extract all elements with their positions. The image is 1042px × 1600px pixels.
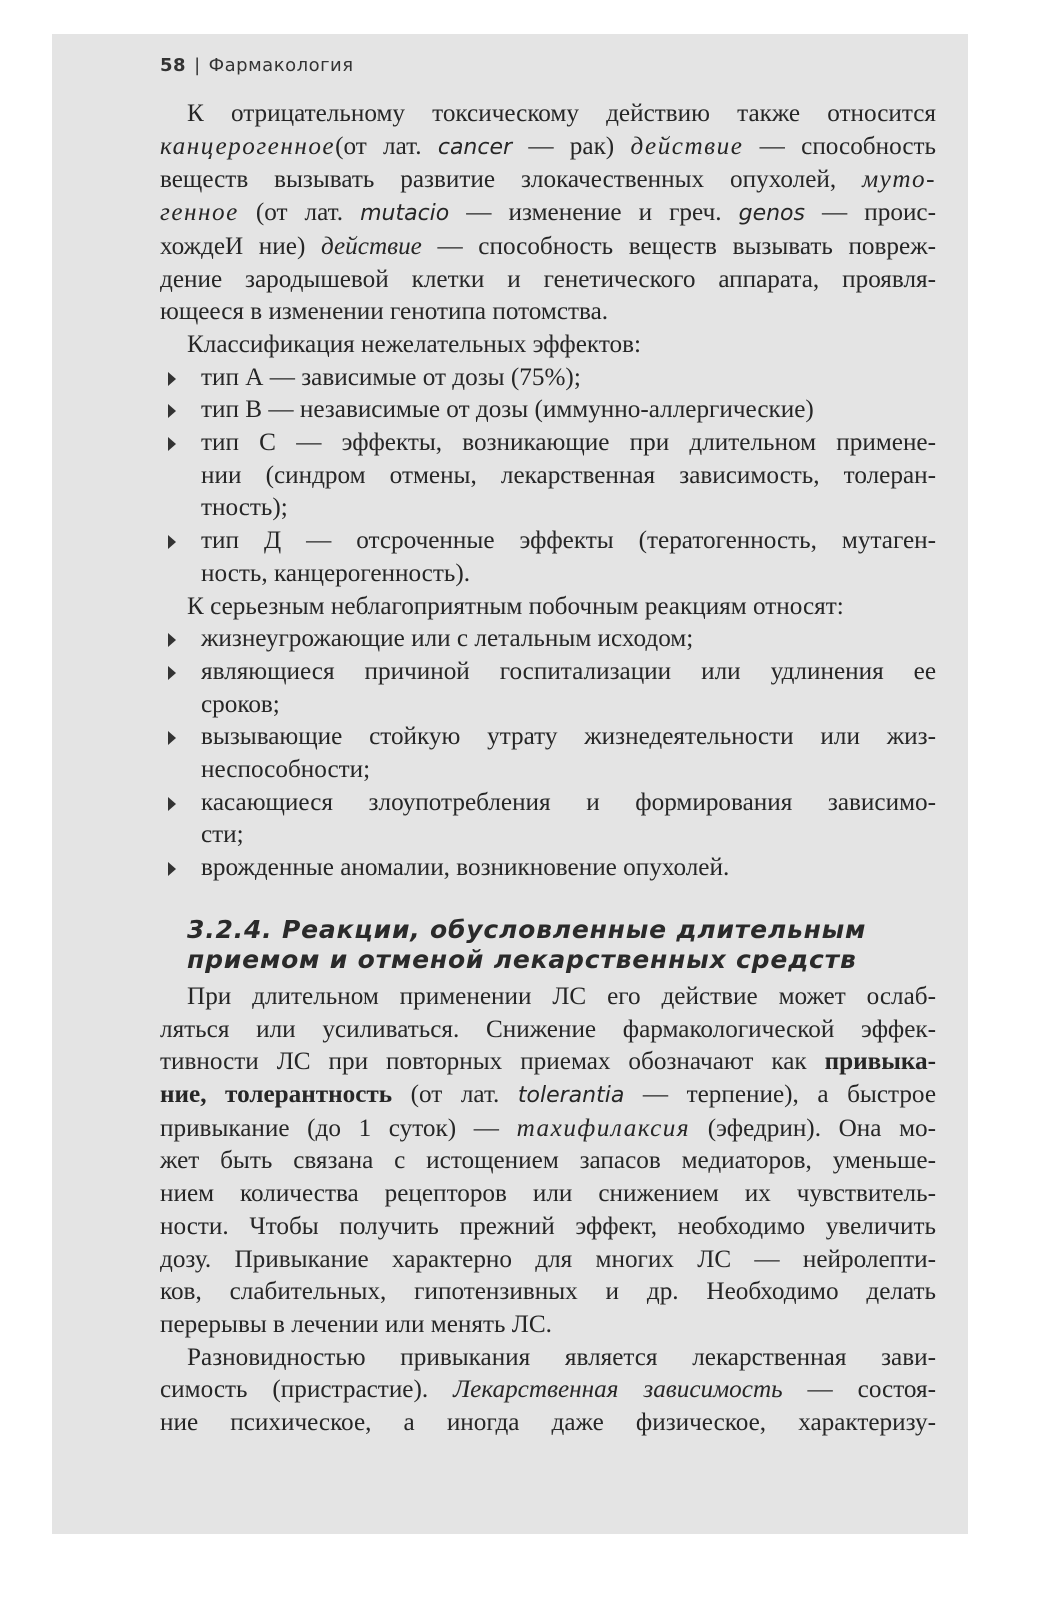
page-number: 58 — [160, 55, 187, 76]
classification-intro — [160, 329, 936, 362]
text-line — [160, 1113, 936, 1146]
header-separator: | — [194, 55, 201, 76]
italic-term: действие — [320, 232, 422, 260]
text-line: перерывы в лечении или менять ЛС. — [160, 1310, 552, 1338]
text-line: тип В — независимые от дозы (иммунно-аллергические) — [201, 396, 814, 424]
latin-term: cancer — [437, 134, 513, 160]
text-run: (от лат. — [392, 1080, 518, 1108]
serious-reactions-list — [160, 623, 936, 885]
text-line: дение зародышевой клетки и генетического аппарата, проявля- — [160, 265, 936, 293]
greek-term: genos — [738, 201, 805, 227]
text-line: являющиеся причиной госпитализации или удлинения ее — [201, 657, 936, 685]
text-run: (от лат. — [238, 199, 361, 227]
list-item — [160, 623, 936, 656]
list-item — [160, 394, 936, 427]
serious-intro — [160, 591, 936, 624]
page-body — [160, 98, 936, 1440]
text-line — [160, 197, 936, 231]
text-line — [160, 231, 936, 264]
text-line: ляться или усиливаться. Снижение фармакологической эффек- — [160, 1015, 936, 1043]
text-run: — изменение и греч. — [449, 199, 739, 227]
text-line: сроков; — [201, 690, 280, 718]
text-run: — терпение), а быстрое — [624, 1080, 936, 1108]
text-run: — проис- — [804, 199, 936, 227]
list-item — [160, 427, 936, 525]
text-line: К серьезным неблагоприятным побочным реакциям относят: — [187, 592, 844, 620]
list-item — [160, 852, 936, 885]
paragraph-carcinogenic — [160, 98, 936, 329]
classification-list — [160, 362, 936, 591]
text-line: врожденные аномалии, возникновение опухолей. — [201, 854, 730, 882]
text-line: жет быть связана с истощением запасов медиаторов, уменьше- — [160, 1147, 936, 1175]
text-line: Разновидностью привыкания является лекарственная зави- — [187, 1343, 936, 1371]
bullet-arrow-icon — [168, 862, 176, 876]
text-line: жизнеугрожающие или с летальным исходом; — [201, 625, 694, 653]
text-line — [160, 131, 936, 165]
text-run: привыкание (до 1 суток) — — [160, 1114, 517, 1142]
text-line: неспособности; — [201, 756, 371, 784]
text-line: нием количества рецепторов или снижением их чувствитель- — [160, 1180, 936, 1208]
bullet-arrow-icon — [168, 666, 176, 680]
bullet-arrow-icon — [168, 535, 176, 549]
text-line: сти; — [201, 821, 244, 849]
latin-term: mutacio — [360, 201, 450, 227]
text-line: К отрицательному токсическому действию также относится — [187, 100, 936, 127]
text-line — [160, 164, 936, 197]
text-line: тип А — зависимые от дозы (75%); — [201, 363, 581, 391]
text-line: ность, канцерогенность). — [201, 559, 471, 587]
text-line: тип С — эффекты, возникающие при длительном применe- — [201, 429, 936, 457]
text-line: При длительном применении ЛС его действие может ослаб- — [187, 982, 936, 1010]
text-line: тип Д — отсроченные эффекты (тератогенность, мутаген- — [201, 527, 936, 555]
text-run: хождеИ ние) — [160, 232, 321, 260]
heading-line: 3.2.4. Реакции, обусловленные длительным — [187, 914, 867, 944]
text-line — [160, 1046, 936, 1079]
bold-term: привыка- — [824, 1048, 936, 1076]
running-head — [160, 55, 354, 76]
text-line: нии (синдром отмены, лекарственная зависимость, толеран- — [201, 461, 936, 489]
heading-line: приемом и отменой лекарственных средств — [187, 944, 857, 974]
italic-term: действие — [630, 132, 744, 160]
list-item — [160, 787, 936, 852]
text-run: (от лат. — [335, 132, 438, 160]
list-item — [160, 656, 936, 721]
text-line: ние психическое, а иногда даже физическое, характеризу- — [160, 1409, 936, 1437]
italic-term: генное — [160, 199, 239, 227]
bullet-arrow-icon — [168, 731, 176, 745]
paragraph-dependence — [160, 1342, 936, 1440]
bullet-arrow-icon — [168, 404, 176, 418]
bold-term: ние, толерантность — [160, 1080, 393, 1108]
italic-term: Лекарственная зависимость — [453, 1376, 783, 1404]
text-run: — способность — [743, 132, 936, 160]
text-line: вызывающие стойкую утрату жизнедеятельности или жиз- — [201, 723, 936, 751]
list-item — [160, 362, 936, 395]
text-run: — состоя- — [782, 1376, 937, 1404]
text-run: (эфедрин). Она мо- — [690, 1114, 936, 1142]
italic-term: тахифилаксия — [516, 1114, 691, 1142]
text-line: ющееся в изменении генотипа потомства. — [160, 298, 609, 326]
text-line — [160, 1079, 936, 1113]
text-line: ков, слабительных, гипотензивных и др. Необходимо делать — [160, 1278, 936, 1306]
text-run: — рак) — [512, 132, 631, 160]
text-line: тность); — [201, 494, 288, 522]
italic-term: муто- — [862, 166, 936, 194]
italic-term: канцерогенное — [160, 132, 336, 160]
bullet-arrow-icon — [168, 633, 176, 647]
text-line: касающиеся злоупотребления и формирования зависимо- — [201, 788, 936, 816]
text-line: ности. Чтобы получить прежний эффект, необходимо увеличить — [160, 1212, 936, 1240]
text-line: Классификация нежелательных эффектов: — [187, 330, 642, 358]
text-run: веществ вызывать развитие злокачественных опухолей, — [160, 166, 863, 194]
section-heading — [187, 915, 936, 975]
text-line: дозу. Привыкание характерно для многих ЛС — нейролепти- — [160, 1245, 936, 1273]
bullet-arrow-icon — [168, 437, 176, 451]
list-item — [160, 721, 936, 786]
bullet-arrow-icon — [168, 372, 176, 386]
list-item — [160, 525, 936, 590]
text-run: тивности ЛС при повторных приемах обозначают как — [160, 1048, 825, 1076]
text-run: — способность веществ вызывать повреж- — [421, 232, 936, 260]
running-head-title: Фармакология — [208, 55, 354, 76]
text-line — [160, 1374, 936, 1407]
paragraph-tolerance — [160, 981, 936, 1342]
text-run: симость (пристрастие). — [160, 1376, 454, 1404]
bullet-arrow-icon — [168, 797, 176, 811]
latin-term: tolerantia — [517, 1082, 625, 1108]
